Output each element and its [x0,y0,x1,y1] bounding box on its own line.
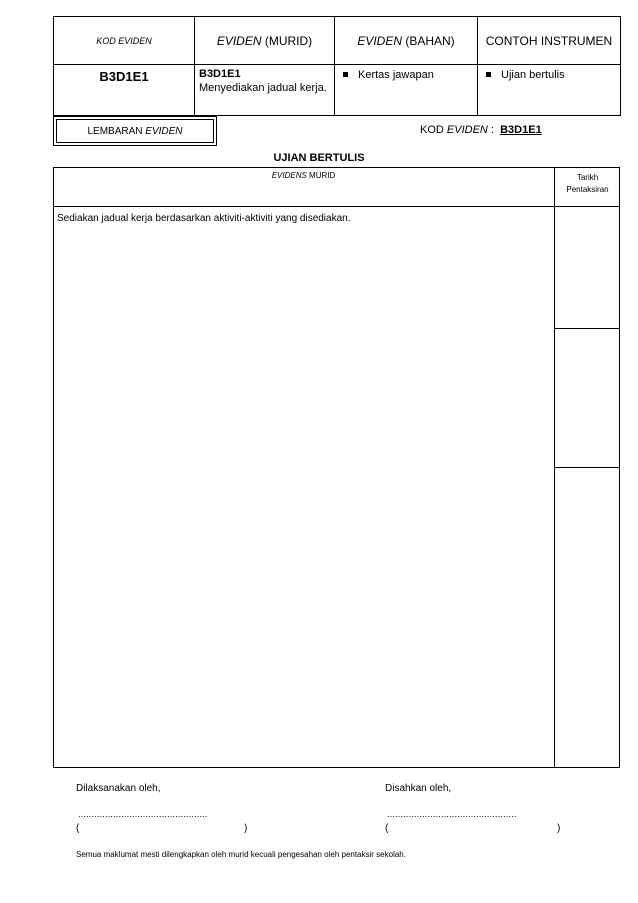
bullet-square-icon [343,72,348,77]
signature-dots-right: ................................................ [387,809,517,819]
kod-label-italic: EVIDEN [446,124,488,136]
dilaksanakan-label: Dilaksanakan oleh, [76,783,161,794]
date-divider-2 [554,467,620,468]
evidence-answer-box [53,167,620,768]
header-eviden-bahan-italic: EVIDEN [357,33,402,48]
tarikh-pentaksiran-header [555,172,620,196]
material-cell [335,65,478,116]
header-contoh-instrumen [478,17,621,65]
evidens-italic: EVIDENS [271,171,307,180]
header-row-divider [53,206,620,207]
tarikh-line2: Pentaksiran [566,185,609,194]
instrument-cell [478,65,621,116]
lembaran-label: LEMBARAN [87,126,146,137]
header-eviden-bahan [335,17,478,65]
code-value: B3D1E1 [99,69,149,84]
date-divider-1 [554,328,620,329]
header-eviden-murid-rest: (MURID) [261,33,313,48]
paren-open-right: ( [385,823,389,834]
paren-close-left: ) [244,823,248,834]
kod-separator: : [487,124,501,136]
bullet-square-icon [486,72,491,77]
kod-value: B3D1E1 [500,124,542,136]
header-kod-eviden-label: KOD EVIDEN [96,35,152,46]
lembaran-eviden-box [53,116,217,146]
tarikh-line1: Tarikh [576,173,599,182]
header-contoh-instrumen-label: CONTOH INSTRUMEN [485,33,613,48]
paren-open-left: ( [76,823,80,834]
material-value: Kertas jawapan [358,69,434,81]
header-eviden-murid [195,17,335,65]
section-title: UJIAN BERTULIS [273,152,365,164]
disahkan-label: Disahkan oleh, [385,783,452,794]
evidens-rest: MURID [306,171,336,180]
evidence-desc: Menyediakan jadual kerja. [199,82,327,94]
paren-close-right: ) [557,823,561,834]
evidens-murid-header [53,171,554,180]
header-kod-eviden [54,17,195,65]
lembaran-label-italic: EVIDEN [145,126,183,137]
kod-label: KOD [420,124,447,136]
instrument-value: Ujian bertulis [501,69,565,81]
footer-note: Semua maklumat mesti dilengkapkan oleh murid kecuali pengesahan oleh pentaksir sekolah. [76,850,406,859]
kod-eviden [420,124,542,136]
header-eviden-bahan-rest: (BAHAN) [402,33,455,48]
header-eviden-murid-italic: EVIDEN [216,33,262,48]
evidence-code: B3D1E1 [199,68,241,80]
code-cell [54,65,195,116]
signature-dots-left: ................................................ [78,809,208,819]
instruction-text: Sediakan jadual kerja berdasarkan aktiviti-aktiviti yang disediakan. [57,213,351,224]
lembaran-eviden-inner [56,119,214,143]
evidence-murid-cell [195,65,335,116]
evidence-header-table [53,16,621,116]
